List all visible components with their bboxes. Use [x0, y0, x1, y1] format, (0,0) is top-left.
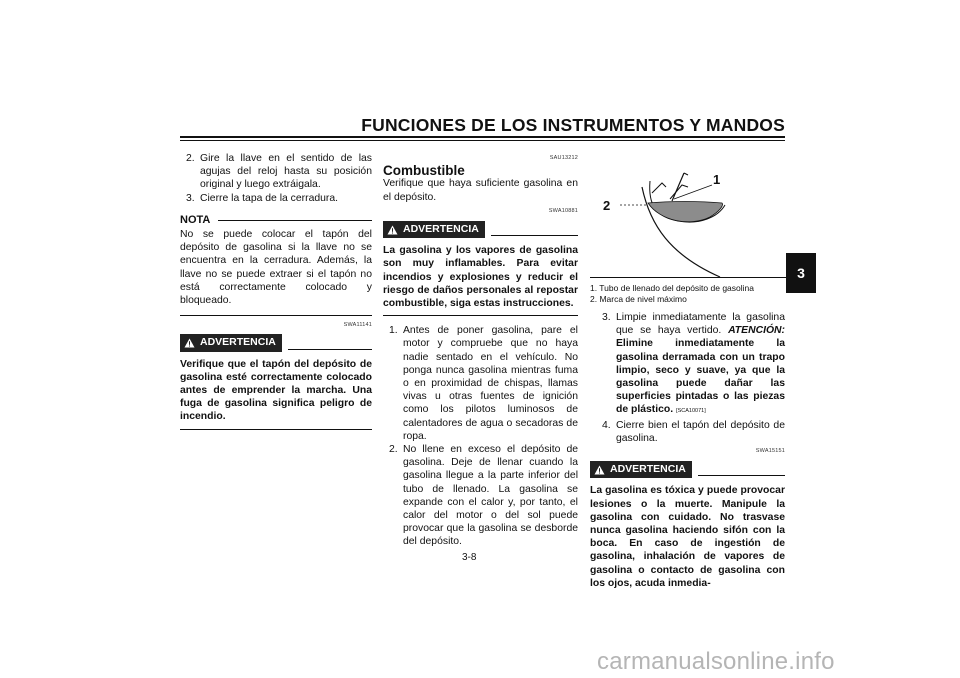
figure-label-2: 2 — [603, 198, 611, 213]
page-title: FUNCIONES DE LOS INSTRUMENTOS Y MANDOS — [361, 115, 785, 135]
warning-text: La gasolina es tóxica y puede provocar lesiones o la muerte. Manipule la gasolina con cuidado. No trasvase nunca gasolina haciendo sifón con la boca. En caso de ingestión de gasolina, inhalación de vapores de gasolina o contacto de gasolina con los ojos, acuda inmedia- — [590, 485, 785, 589]
warning-triangle-icon — [184, 338, 195, 348]
warning-label: ADVERTENCIA — [403, 223, 479, 236]
warning-code: SWA15151 — [755, 448, 785, 455]
warning-header-rule — [288, 349, 372, 350]
warning-label: ADVERTENCIA — [200, 336, 276, 349]
figure-captions — [590, 283, 795, 305]
list-item — [383, 324, 578, 443]
list-item-number: 4. — [602, 419, 611, 431]
attention-text: Elimine inmediatamente la gasolina derramada con un trapo limpio, seco y suave, ya que la gasolina puede dañar las superficies pintadas o las piezas de plástico. — [616, 338, 785, 416]
caption-item: 1. Tubo de llenado del depósito de gasolina — [590, 283, 754, 293]
header-rule-thin — [180, 140, 785, 141]
figure-label-1: 1 — [713, 172, 721, 187]
watermark: carmanualsonline.info — [597, 648, 835, 675]
section-code: SAU13212 — [549, 155, 578, 161]
list-item-text: Cierre la tapa de la cerradura. — [200, 192, 339, 204]
section-title: Combustible — [383, 163, 465, 179]
list-item-number: 2. — [186, 153, 195, 164]
warning-badge — [590, 461, 692, 478]
warning-top-rule — [180, 315, 372, 316]
figure-caption-rule — [590, 277, 795, 278]
note-rule — [218, 220, 372, 221]
page-number: 3-8 — [462, 552, 477, 563]
list-item-text: Gire la llave en el sentido de las agujas del reloj hasta su posición original y luego extráigala. — [200, 153, 372, 191]
note-label: NOTA — [180, 213, 211, 226]
warning-header-rule — [698, 475, 785, 476]
warning-text: Verifique que el tapón del depósito de gasolina esté correctamente colocado antes de emprender la marcha. Una fuga de gasolina significa peligro de incendio. — [180, 358, 372, 423]
warning-badge — [180, 334, 282, 351]
warning-bottom-rule — [383, 315, 578, 316]
list-item-text: Cierre bien el tapón del depósito de gasolina. — [616, 419, 785, 444]
list-item — [590, 311, 785, 419]
list-item-text: No llene en exceso el depósito de gasolina. Deje de llenar cuando la gasolina llegue a la parte inferior del tubo de llenado. La gasolina se expande con el calor y, por tanto, el calor del motor o del sol puede provocar que la gasolina se desborde del depósito. — [403, 444, 578, 548]
column-left — [180, 152, 372, 430]
warning-code: SWA10881 — [548, 207, 578, 214]
warning-triangle-icon — [594, 465, 605, 475]
caution-code: [SCA10071] — [676, 408, 706, 415]
warning-triangle-icon — [387, 225, 398, 235]
list-item-number: 3. — [602, 312, 611, 323]
warning-header — [590, 461, 785, 478]
note-text: No se puede colocar el tapón del depósito de gasolina si la llave no se encuentra en la cerradura. Además, la llave no se puede extraer si el tapón no está correctamente colocado y bloqueado. — [180, 229, 372, 307]
warning-header — [180, 334, 372, 351]
attention-label: ATENCIÓN: — [728, 325, 786, 337]
caption-item: 2. Marca de nivel máximo — [590, 294, 687, 304]
warning-bottom-rule — [180, 429, 372, 430]
list-item-text: Antes de poner gasolina, pare el motor y compruebe que no haya nadie sentado en el vehículo. No ponga nunca gasolina mientras fuma o en proximidad de chispas, llamas vivas u otras fuentes de ignición como los pilotos luminosos de calentadores de agua o secadoras de ropa. — [403, 325, 578, 442]
warning-label: ADVERTENCIA — [610, 463, 686, 476]
list-item — [180, 192, 372, 205]
list-item-number: 3. — [186, 192, 195, 204]
chapter-tab: 3 — [786, 253, 816, 293]
list-item-text: Limpie inmediatamente la gasolina que se haya vertido. — [616, 312, 785, 337]
warning-header — [383, 221, 578, 238]
warning-code: SWA11141 — [343, 322, 372, 329]
list-item-number: 2. — [389, 444, 398, 456]
fuel-tank-illustration — [600, 165, 785, 285]
column-right — [590, 311, 785, 590]
list-item-number: 1. — [389, 325, 398, 337]
note-heading — [180, 214, 372, 227]
header-rule — [180, 136, 785, 138]
warning-header-rule — [491, 235, 578, 236]
list-item — [180, 152, 372, 192]
list-item — [383, 443, 578, 549]
column-middle — [383, 152, 578, 549]
fuel-tank-figure — [600, 165, 785, 285]
warning-text: La gasolina y los vapores de gasolina son muy inflamables. Para evitar incendios y explosiones y reducir el riesgo de daños personales al repostar combustible, siga estas instrucciones. — [383, 245, 578, 310]
intro-text: Verifique que haya suficiente gasolina en el depósito. — [383, 178, 578, 203]
warning-badge — [383, 221, 485, 238]
list-item — [590, 419, 785, 445]
